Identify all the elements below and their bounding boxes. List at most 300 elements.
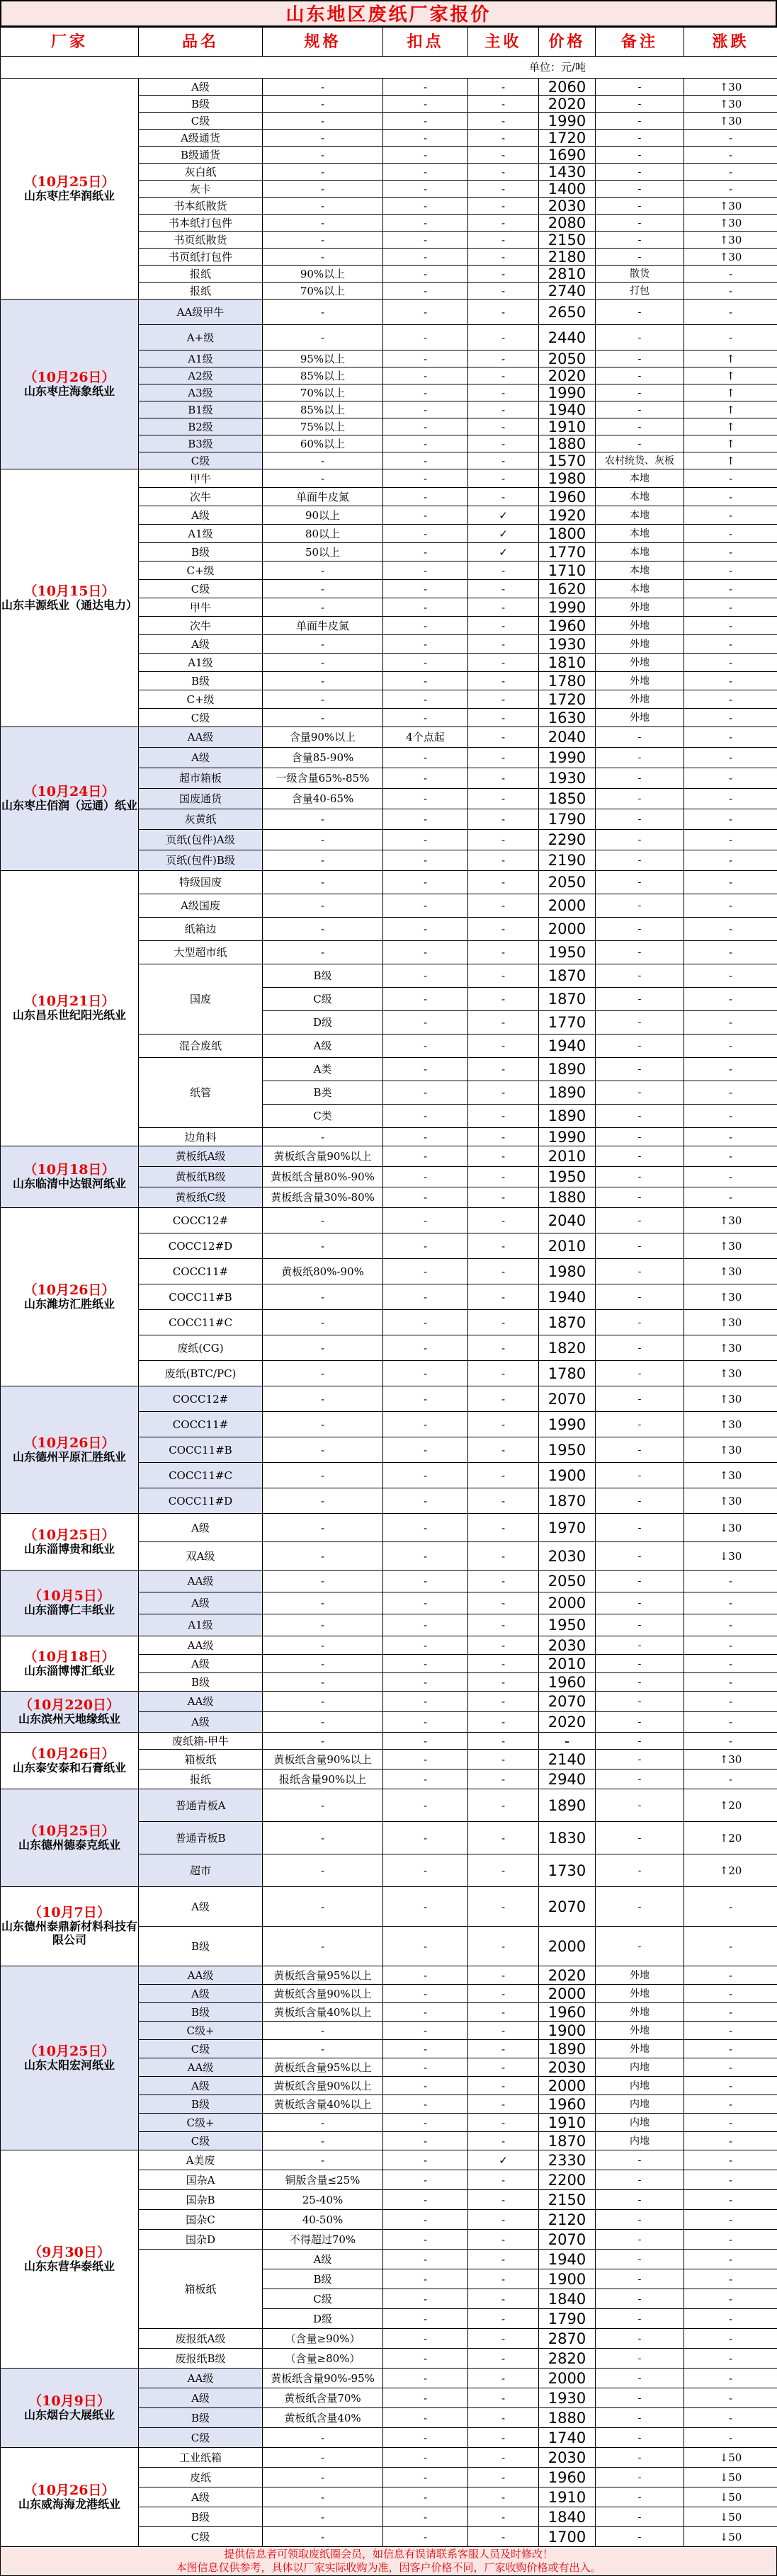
table-row: [1, 2369, 777, 2388]
price-cell: 1810: [539, 654, 596, 672]
receive-cell: -: [468, 283, 539, 300]
deduct-cell: -: [383, 1854, 468, 1887]
deduct-cell: -: [383, 1187, 468, 1208]
grade-cell: A级通货: [139, 130, 263, 147]
spec-cell: 60%以上: [263, 435, 383, 452]
note-cell: 外地: [596, 2040, 684, 2058]
unit-label: 单位：元/吨: [1, 57, 777, 79]
deduct-cell: -: [383, 418, 468, 435]
note-cell: 本地: [596, 543, 684, 562]
deduct-cell: -: [383, 1985, 468, 2003]
receive-cell: -: [468, 2095, 539, 2114]
price-cell: 1910: [539, 2487, 596, 2507]
price-cell: 1780: [539, 672, 596, 690]
change-cell: -: [684, 635, 777, 654]
spec-cell: -: [263, 452, 383, 469]
spec-cell: B级: [263, 2269, 383, 2289]
grade-cell: C级: [139, 580, 263, 598]
spec-cell: 80以上: [263, 525, 383, 543]
receive-cell: -: [468, 2170, 539, 2190]
grade-cell: A级: [139, 2077, 263, 2095]
receive-cell: -: [468, 2487, 539, 2507]
deduct-cell: -: [383, 351, 468, 367]
receive-cell: -: [468, 2003, 539, 2022]
deduct-cell: -: [383, 1259, 468, 1284]
spec-cell: -: [263, 2527, 383, 2547]
receive-cell: -: [468, 690, 539, 709]
deduct-cell: -: [383, 672, 468, 690]
receive-cell: -: [468, 1750, 539, 1769]
table-row: [1, 1146, 777, 1167]
change-cell: -: [684, 617, 777, 635]
deduct-cell: -: [383, 809, 468, 830]
factory-name: 山东烟台大展纸业: [1, 2408, 138, 2422]
change-cell: ↓50: [684, 2507, 777, 2527]
factory-cell: [1, 727, 139, 871]
spec-cell: -: [263, 941, 383, 964]
spec-cell: -: [263, 871, 383, 894]
receive-cell: -: [468, 830, 539, 850]
spec-cell: -: [263, 580, 383, 598]
note-cell: -: [596, 1750, 684, 1769]
grade-cell: C级: [139, 2428, 263, 2448]
grade-cell: 国杂D: [139, 2230, 263, 2250]
change-cell: -: [684, 1673, 777, 1692]
spec-cell: 90%以上: [263, 266, 383, 283]
deduct-cell: -: [383, 469, 468, 488]
spec-cell: （含量≥90%）: [263, 2329, 383, 2349]
factory-name: 山东临清中达银河纸业: [1, 1177, 138, 1190]
note-cell: -: [596, 2448, 684, 2468]
receive-cell: -: [468, 367, 539, 384]
price-cell: 2020: [539, 367, 596, 384]
change-cell: -: [684, 1058, 777, 1081]
deduct-cell: -: [383, 1655, 468, 1673]
change-cell: -: [684, 266, 777, 283]
factory-name: 山东东营华泰纸业: [1, 2259, 138, 2273]
spec-cell: -: [263, 249, 383, 266]
grade-cell: A级: [139, 1712, 263, 1733]
note-cell: -: [596, 79, 684, 96]
note-cell: -: [596, 130, 684, 147]
receive-cell: -: [468, 988, 539, 1011]
deduct-cell: -: [383, 768, 468, 789]
grade-cell: 国杂C: [139, 2210, 263, 2230]
deduct-cell: -: [383, 1035, 468, 1058]
note-cell: -: [596, 1208, 684, 1233]
change-cell: ↑30: [684, 232, 777, 249]
grade-cell: B2级: [139, 418, 263, 435]
price-cell: 1870: [539, 2132, 596, 2150]
deduct-cell: -: [383, 2369, 468, 2388]
deduct-cell: -: [383, 1887, 468, 1927]
grade-cell: 箱板纸: [139, 1750, 263, 1769]
change-cell: -: [684, 164, 777, 181]
price-cell: 2070: [539, 1692, 596, 1712]
change-cell: -: [684, 988, 777, 1011]
price-cell: 1620: [539, 580, 596, 598]
grade-cell: 页纸(包件)A级: [139, 830, 263, 850]
footer-notes: [0, 2547, 777, 2576]
spec-cell: 含量90%以上: [263, 727, 383, 748]
grade-cell: COCC11#: [139, 1412, 263, 1437]
grade-cell: 甲牛: [139, 469, 263, 488]
receive-cell: -: [468, 181, 539, 198]
deduct-cell: -: [383, 2269, 468, 2289]
grade-cell: B1级: [139, 401, 263, 418]
spec-cell: -: [263, 1692, 383, 1712]
note-cell: -: [596, 748, 684, 768]
factory-name: 山东滨州天地缘纸业: [1, 1712, 138, 1726]
note-cell: -: [596, 300, 684, 325]
spec-cell: -: [263, 635, 383, 654]
spec-cell: -: [263, 1822, 383, 1854]
grade-cell: 甲牛: [139, 598, 263, 617]
price-cell: 2820: [539, 2349, 596, 2369]
grade-cell: A3级: [139, 384, 263, 401]
change-cell: -: [684, 941, 777, 964]
note-cell: -: [596, 435, 684, 452]
grade-cell: A1级: [139, 654, 263, 672]
deduct-cell: -: [383, 1310, 468, 1335]
grade-cell: A1级: [139, 351, 263, 367]
note-cell: -: [596, 2269, 684, 2289]
receive-cell: -: [468, 1712, 539, 1733]
spec-cell: -: [263, 1655, 383, 1673]
price-cell: 1790: [539, 2309, 596, 2329]
spec-cell: 黄板纸含量30%-80%: [263, 1187, 383, 1208]
grade-cell: B级通货: [139, 147, 263, 164]
receive-cell: -: [468, 2040, 539, 2058]
price-cell: 1780: [539, 1361, 596, 1386]
footer-line-2: 本图信息仅供参考，具体以厂家实际收购为准，因客户价格不同，厂家收购价格或有出入。: [1, 2561, 776, 2575]
grade-cell: B级: [139, 2507, 263, 2527]
deduct-cell: -: [383, 1789, 468, 1822]
deduct-cell: -: [383, 401, 468, 418]
change-cell: -: [684, 2022, 777, 2040]
change-cell: ↓30: [684, 1514, 777, 1542]
factory-cell: [1, 2150, 139, 2369]
price-cell: 1430: [539, 164, 596, 181]
factory-name: 山东丰源纸业（通达电力）: [1, 598, 138, 612]
price-cell: -: [539, 1733, 596, 1750]
receive-cell: ✓: [468, 506, 539, 525]
spec-cell: 报纸含量90%以上: [263, 1769, 383, 1789]
price-cell: 1910: [539, 418, 596, 435]
table-row: [1, 1636, 777, 1655]
grade-cell: 废纸箱-甲牛: [139, 1733, 263, 1750]
note-cell: -: [596, 2329, 684, 2349]
deduct-cell: -: [383, 918, 468, 941]
deduct-cell: -: [383, 1692, 468, 1712]
price-cell: 2000: [539, 918, 596, 941]
change-cell: -: [684, 672, 777, 690]
note-cell: -: [596, 367, 684, 384]
note-cell: -: [596, 1386, 684, 1412]
receive-cell: -: [468, 249, 539, 266]
unit-row: [1, 57, 777, 79]
deduct-cell: -: [383, 164, 468, 181]
receive-cell: -: [468, 768, 539, 789]
receive-cell: -: [468, 79, 539, 96]
price-cell: 1850: [539, 789, 596, 809]
change-cell: -: [684, 598, 777, 617]
note-cell: 本地: [596, 562, 684, 580]
factory-date: （10月15日）: [1, 585, 138, 598]
factory-date: （10月25日）: [1, 176, 138, 189]
note-cell: -: [596, 1361, 684, 1386]
deduct-cell: -: [383, 617, 468, 635]
deduct-cell: -: [383, 2003, 468, 2022]
grade-cell: A级: [139, 1592, 263, 1614]
note-cell: 本地: [596, 469, 684, 488]
spec-cell: -: [263, 2468, 383, 2487]
deduct-cell: -: [383, 1463, 468, 1488]
spec-cell: 不得超过70%: [263, 2230, 383, 2250]
change-cell: -: [684, 506, 777, 525]
deduct-cell: -: [383, 2170, 468, 2190]
change-cell: -: [684, 2210, 777, 2230]
receive-cell: -: [468, 2269, 539, 2289]
factory-name: 山东枣庄海象纸业: [1, 384, 138, 398]
spec-cell: -: [263, 1712, 383, 1733]
factory-name: 山东德州平原汇胜纸业: [1, 1450, 138, 1464]
note-cell: -: [596, 1655, 684, 1673]
price-cell: 1400: [539, 181, 596, 198]
factory-cell: [1, 79, 139, 300]
price-cell: 1880: [539, 2408, 596, 2428]
spec-cell: D级: [263, 1011, 383, 1035]
receive-cell: -: [468, 2448, 539, 2468]
spec-cell: 黄板纸含量95%以上: [263, 1966, 383, 1985]
price-cell: 1770: [539, 543, 596, 562]
grade-cell: COCC11#B: [139, 1437, 263, 1463]
note-cell: 外地: [596, 1966, 684, 1985]
spec-cell: -: [263, 1128, 383, 1146]
grade-cell: AA级甲牛: [139, 300, 263, 325]
note-cell: -: [596, 384, 684, 401]
change-cell: -: [684, 809, 777, 830]
price-cell: 1990: [539, 384, 596, 401]
change-cell: -: [684, 2289, 777, 2309]
deduct-cell: -: [383, 580, 468, 598]
price-cell: 2200: [539, 2170, 596, 2190]
grade-cell: AA级: [139, 727, 263, 748]
grade-cell: 边角料: [139, 1128, 263, 1146]
note-cell: -: [596, 1854, 684, 1887]
deduct-cell: -: [383, 232, 468, 249]
receive-cell: -: [468, 1887, 539, 1927]
change-cell: ↑30: [684, 1463, 777, 1488]
factory-cell: [1, 1571, 139, 1636]
note-cell: -: [596, 850, 684, 871]
grade-cell: 工业纸箱: [139, 2448, 263, 2468]
table-row: [1, 469, 777, 488]
deduct-cell: -: [383, 2309, 468, 2329]
note-cell: -: [596, 2309, 684, 2329]
factory-cell: [1, 1692, 139, 1733]
receive-cell: -: [468, 2250, 539, 2269]
factory-cell: [1, 469, 139, 727]
price-cell: 2940: [539, 1769, 596, 1789]
change-cell: ↑30: [684, 1233, 777, 1259]
factory-name: 山东德州泰鼎新材料科技有限公司: [1, 1920, 138, 1947]
receive-cell: -: [468, 941, 539, 964]
note-cell: 本地: [596, 525, 684, 543]
grade-cell: B级: [139, 2408, 263, 2428]
receive-cell: -: [468, 1412, 539, 1437]
grade-cell: B级: [139, 96, 263, 113]
change-cell: -: [684, 580, 777, 598]
note-cell: -: [596, 727, 684, 748]
grade-cell: B级: [139, 1673, 263, 1692]
note-cell: 外地: [596, 690, 684, 709]
spec-cell: 黄板纸含量90%-95%: [263, 2369, 383, 2388]
spec-cell: -: [263, 2132, 383, 2150]
grade-cell: 报纸: [139, 283, 263, 300]
price-table: [0, 27, 777, 2547]
grade-cell: 报纸: [139, 1769, 263, 1789]
receive-cell: -: [468, 2349, 539, 2369]
deduct-cell: -: [383, 830, 468, 850]
grade-cell: 黄板纸B级: [139, 1167, 263, 1187]
price-cell: 1920: [539, 506, 596, 525]
note-cell: -: [596, 1692, 684, 1712]
note-cell: -: [596, 418, 684, 435]
receive-cell: -: [468, 727, 539, 748]
table-row: [1, 1733, 777, 1750]
change-cell: -: [684, 1927, 777, 1966]
deduct-cell: -: [383, 1361, 468, 1386]
deduct-cell: -: [383, 1412, 468, 1437]
spec-cell: -: [263, 830, 383, 850]
deduct-cell: -: [383, 1128, 468, 1146]
deduct-cell: -: [383, 2040, 468, 2058]
deduct-cell: -: [383, 181, 468, 198]
spec-cell: -: [263, 1437, 383, 1463]
table-row: [1, 2448, 777, 2468]
receive-cell: -: [468, 435, 539, 452]
grade-cell: B级: [139, 543, 263, 562]
spec-cell: 含量85-90%: [263, 748, 383, 768]
note-cell: -: [596, 1887, 684, 1927]
price-cell: 1890: [539, 1789, 596, 1822]
deduct-cell: -: [383, 506, 468, 525]
change-cell: ↑30: [684, 215, 777, 232]
price-cell: 1930: [539, 768, 596, 789]
table-row: [1, 1966, 777, 1985]
change-cell: ↑30: [684, 1284, 777, 1310]
change-cell: -: [684, 2309, 777, 2329]
grade-cell: A级: [139, 2388, 263, 2408]
change-cell: -: [684, 1187, 777, 1208]
table-row: [1, 300, 777, 325]
spec-cell: -: [263, 918, 383, 941]
note-cell: -: [596, 1187, 684, 1208]
change-cell: ↑30: [684, 198, 777, 215]
header-change: 涨跌: [684, 28, 777, 57]
note-cell: -: [596, 1712, 684, 1733]
change-cell: -: [684, 2040, 777, 2058]
price-cell: 1890: [539, 1081, 596, 1105]
spec-cell: -: [263, 215, 383, 232]
receive-cell: -: [468, 1463, 539, 1488]
price-cell: 2180: [539, 249, 596, 266]
spec-cell: 70%以上: [263, 283, 383, 300]
change-cell: -: [684, 2250, 777, 2269]
spec-cell: -: [263, 1673, 383, 1692]
header-price: 价格: [539, 28, 596, 57]
grade-cell: COCC11#C: [139, 1463, 263, 1488]
spec-cell: C级: [263, 988, 383, 1011]
receive-cell: -: [468, 894, 539, 918]
spec-cell: -: [263, 96, 383, 113]
price-cell: 2070: [539, 1386, 596, 1412]
change-cell: ↑30: [684, 1259, 777, 1284]
note-cell: 农村统货、灰板: [596, 452, 684, 469]
spec-cell: 黄板纸含量90%以上: [263, 1750, 383, 1769]
price-cell: 2040: [539, 727, 596, 748]
price-cell: 1950: [539, 1437, 596, 1463]
change-cell: -: [684, 525, 777, 543]
grade-cell: A2级: [139, 367, 263, 384]
receive-cell: -: [468, 1655, 539, 1673]
grade-cell: 双A级: [139, 1542, 263, 1571]
grade-cell: AA级: [139, 2369, 263, 2388]
change-cell: -: [684, 1592, 777, 1614]
grade-cell: COCC11#B: [139, 1284, 263, 1310]
deduct-cell: -: [383, 2114, 468, 2132]
note-cell: -: [596, 918, 684, 941]
price-cell: 1740: [539, 2428, 596, 2448]
receive-cell: -: [468, 1692, 539, 1712]
deduct-cell: -: [383, 113, 468, 130]
grade-cell: 书本纸散货: [139, 198, 263, 215]
price-cell: 1950: [539, 941, 596, 964]
deduct-cell: -: [383, 2230, 468, 2250]
deduct-cell: -: [383, 1636, 468, 1655]
grade-cell: 国杂A: [139, 2170, 263, 2190]
spec-cell: 25-40%: [263, 2190, 383, 2210]
deduct-cell: -: [383, 635, 468, 654]
sheet-title: 山东地区废纸厂家报价: [0, 0, 777, 27]
price-cell: 1960: [539, 1673, 596, 1692]
header-name: 品名: [139, 28, 263, 57]
grade-cell: 报纸: [139, 266, 263, 283]
spec-cell: -: [263, 1463, 383, 1488]
table-row: [1, 79, 777, 96]
change-cell: -: [684, 2132, 777, 2150]
deduct-cell: -: [383, 2022, 468, 2040]
grade-cell: C级: [139, 113, 263, 130]
price-cell: 2050: [539, 351, 596, 367]
factory-name: 山东淄博贵和纸业: [1, 1542, 138, 1556]
price-cell: 1880: [539, 1187, 596, 1208]
factory-cell: [1, 2448, 139, 2547]
change-cell: -: [684, 2114, 777, 2132]
price-cell: 1930: [539, 635, 596, 654]
receive-cell: -: [468, 1437, 539, 1463]
note-cell: -: [596, 2190, 684, 2210]
deduct-cell: -: [383, 2388, 468, 2408]
change-cell: -: [684, 2170, 777, 2190]
table-row: [1, 1887, 777, 1927]
spec-cell: -: [263, 1636, 383, 1655]
factory-date: （10月21日）: [1, 995, 138, 1008]
grade-cell: 大型超市纸: [139, 941, 263, 964]
spec-cell: -: [263, 181, 383, 198]
deduct-cell: -: [383, 654, 468, 672]
